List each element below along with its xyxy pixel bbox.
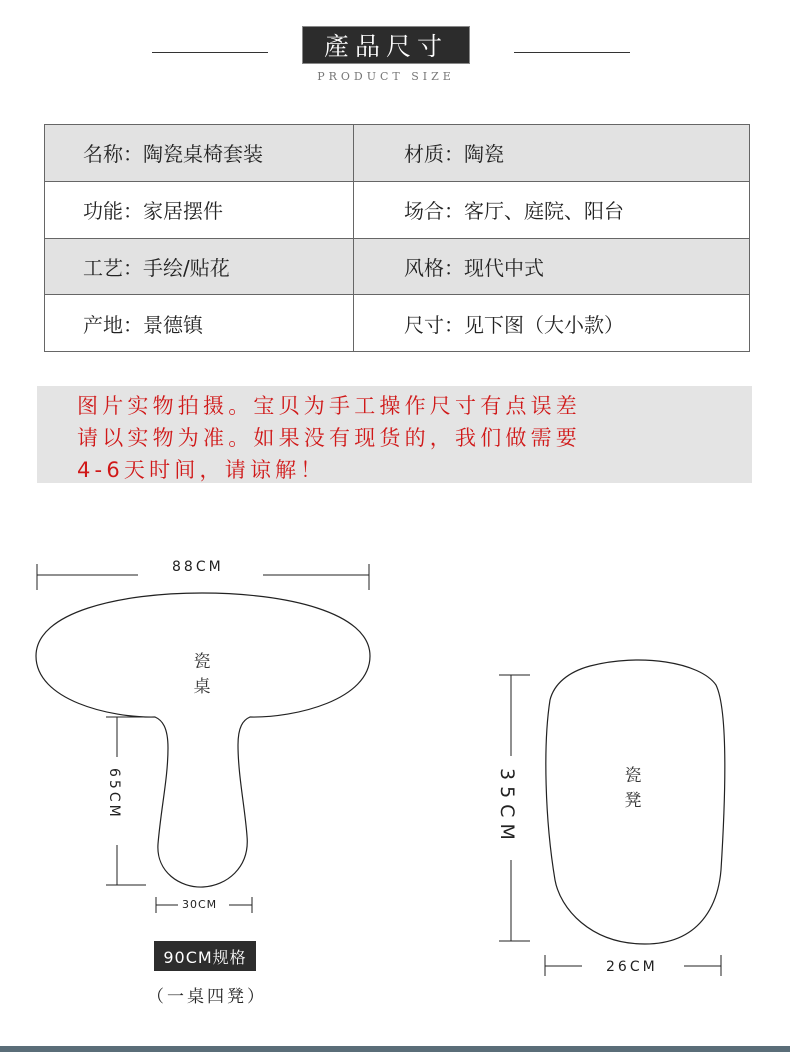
stool-height-label: 35CM <box>496 768 518 846</box>
page-title: 產品尺寸 <box>302 26 470 64</box>
spec-cell: 尺寸：见下图（大小款） <box>354 295 750 352</box>
piece-char: 瓷 <box>624 766 642 786</box>
piece-char: 凳 <box>624 791 642 811</box>
table-piece-label <box>192 650 212 700</box>
stool-width-label: 26CM <box>606 959 658 975</box>
bottom-bar <box>0 1046 790 1052</box>
base-width-label: 30CM <box>182 898 218 911</box>
spec-cell: 风格：现代中式 <box>354 238 750 295</box>
spec-cell: 材质：陶瓷 <box>354 125 750 182</box>
header-rule-right <box>514 52 630 53</box>
spec-table <box>44 124 750 352</box>
notice-line: 4-6天时间，请谅解！ <box>77 458 326 482</box>
notice-box <box>37 386 752 483</box>
spec-cell: 功能：家居摆件 <box>45 181 354 238</box>
stool-piece-label <box>623 764 643 814</box>
spec-cell: 场合：客厅、庭院、阳台 <box>354 181 750 238</box>
spec-cell: 工艺：手绘/贴花 <box>45 238 354 295</box>
table-outline <box>36 593 370 887</box>
table-height-label: 65CM <box>106 768 122 820</box>
page-subtitle: PRODUCT SIZE <box>317 70 455 83</box>
table-row <box>45 125 750 182</box>
table-width-label: 88CM <box>172 559 224 575</box>
spec-badge: 90CM规格 <box>154 941 256 971</box>
notice-line: 请以实物为准。如果没有现货的，我们做需要 <box>77 426 581 450</box>
notice-line: 图片实物拍摄。宝贝为手工操作尺寸有点误差 <box>77 394 581 418</box>
piece-char: 瓷 <box>193 652 211 672</box>
set-note: （一桌四凳） <box>147 987 267 1007</box>
header-rule-left <box>152 52 268 53</box>
table-row <box>45 181 750 238</box>
spec-cell: 产地：景德镇 <box>45 295 354 352</box>
spec-cell: 名称：陶瓷桌椅套装 <box>45 125 354 182</box>
table-row <box>45 295 750 352</box>
piece-char: 桌 <box>193 677 211 697</box>
table-row <box>45 238 750 295</box>
